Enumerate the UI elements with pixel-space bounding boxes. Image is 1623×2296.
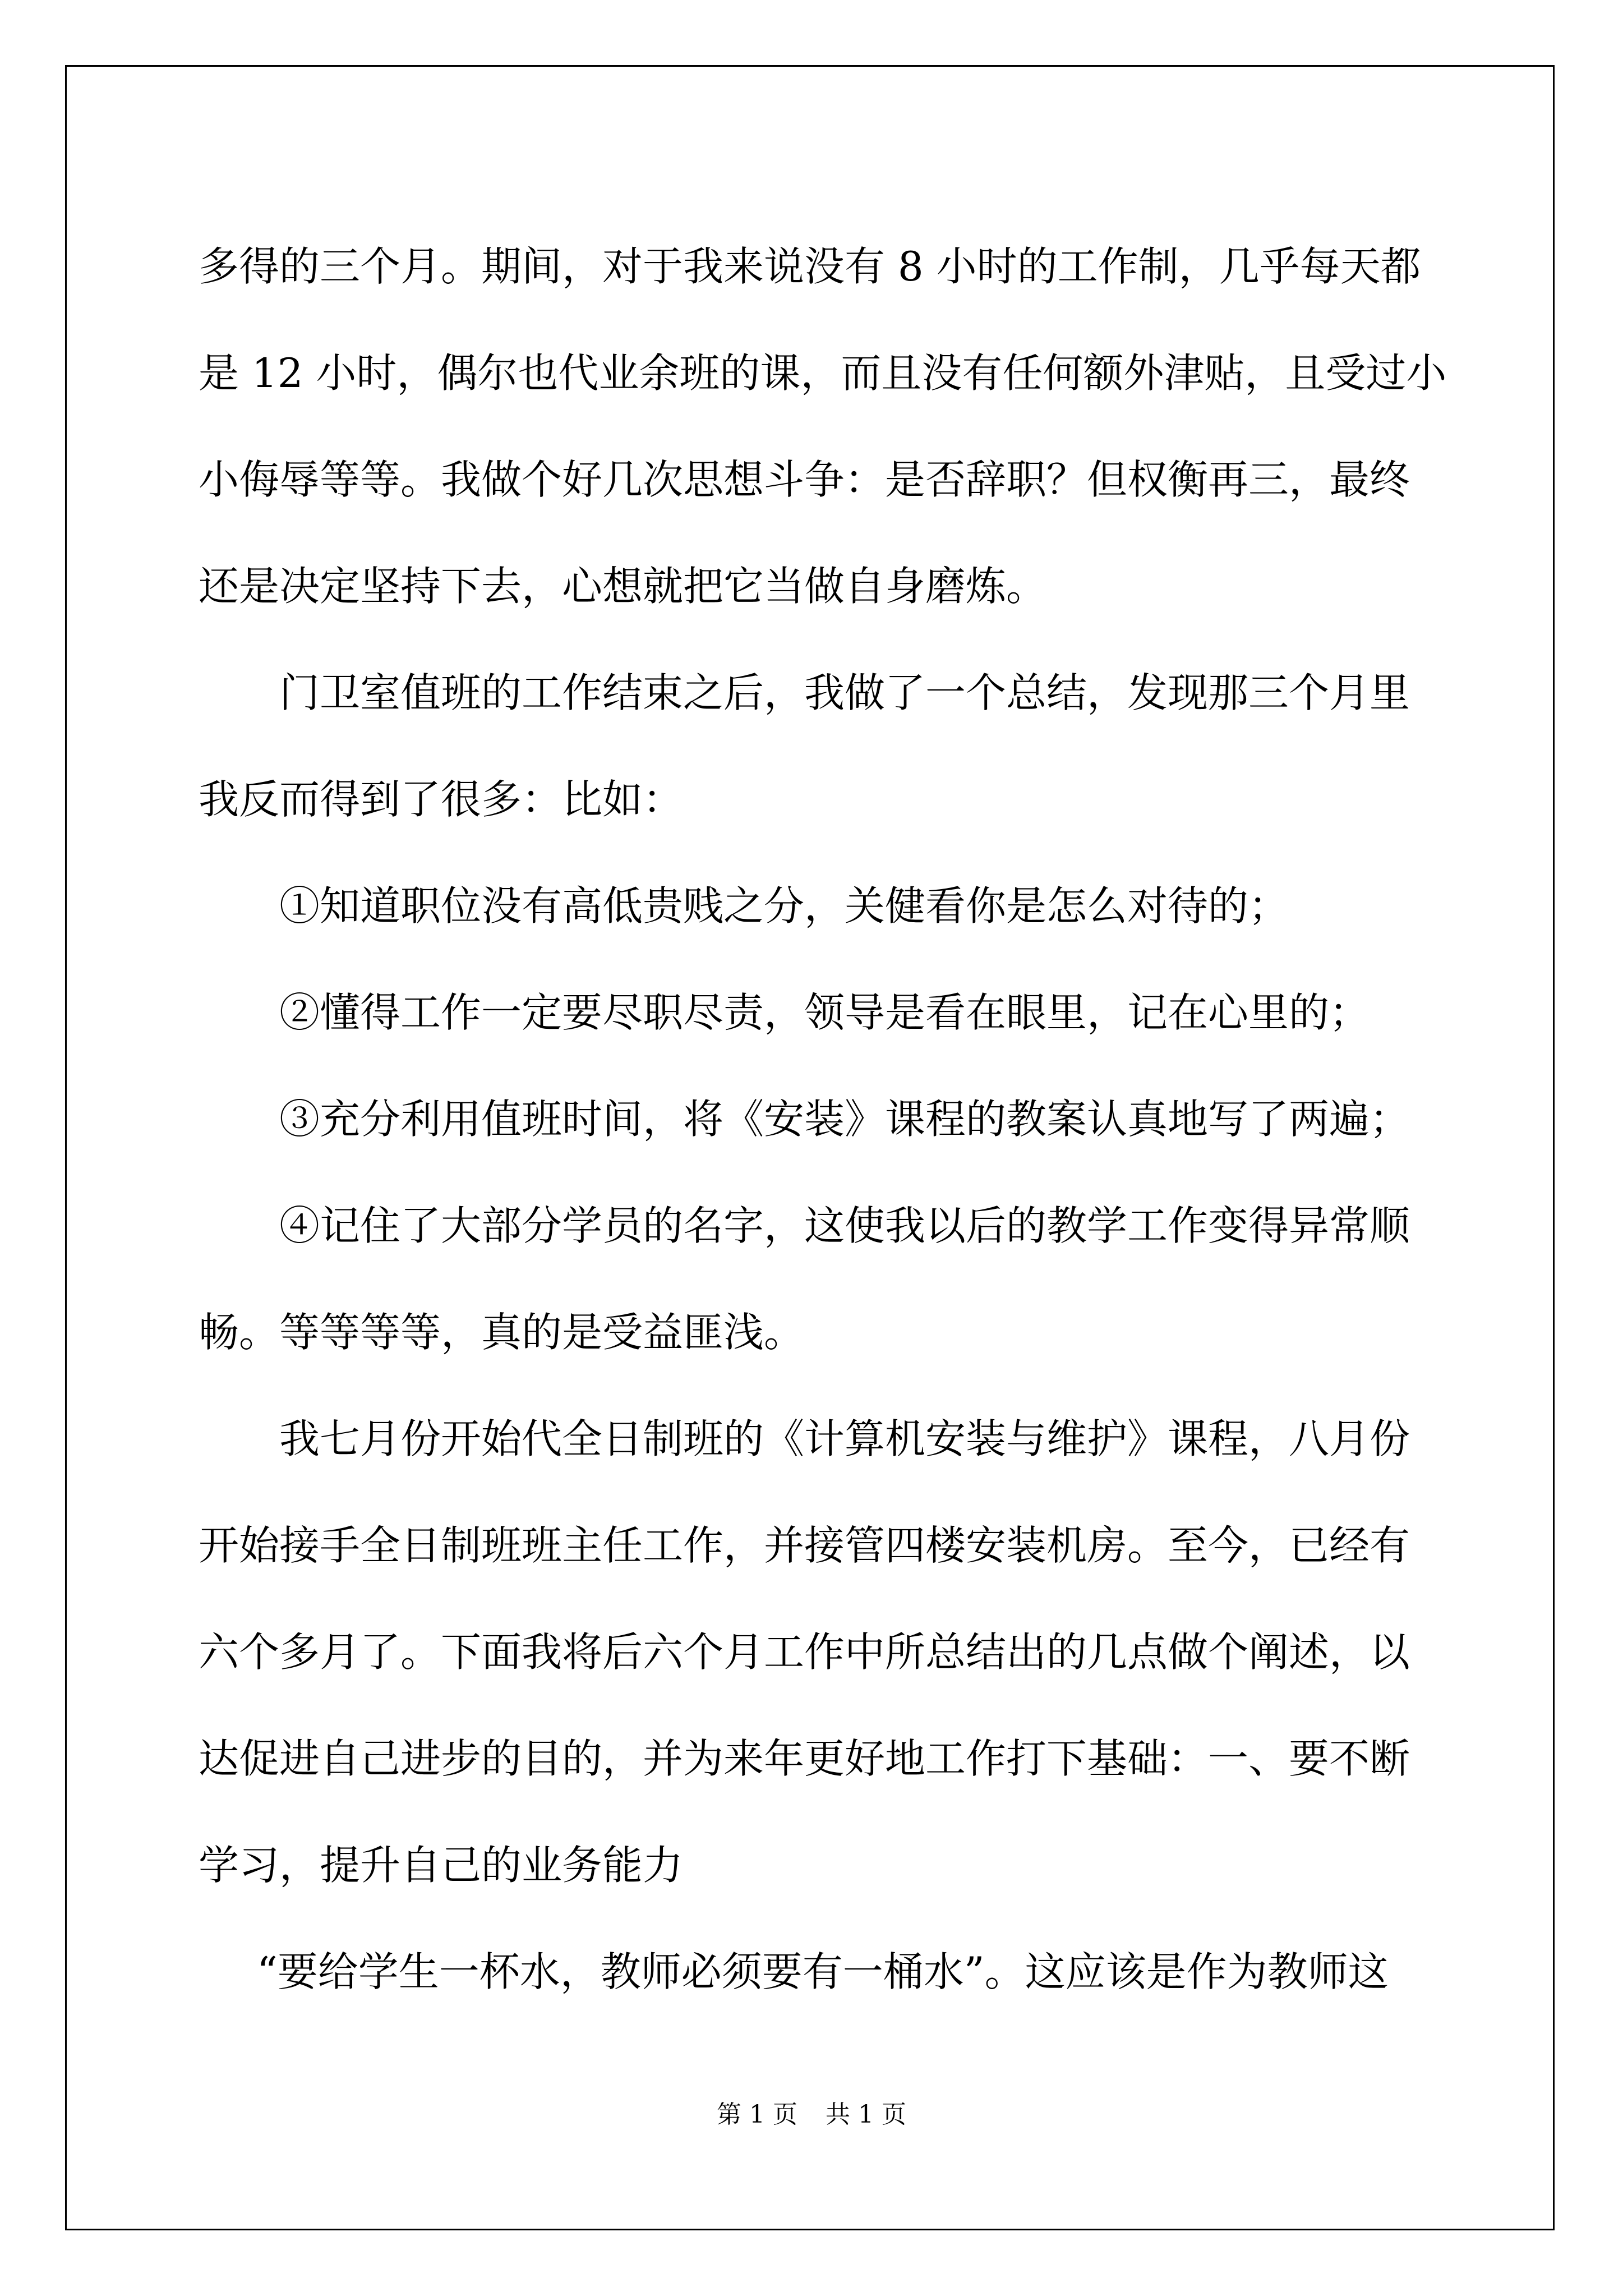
list-item-3: ③充分利用值班时间，将《安装》课程的教案认真地写了两遍； bbox=[279, 1096, 1410, 1143]
list-item-1: ①知道职位没有高低贵贱之分，关健看你是怎么对待的； bbox=[279, 882, 1289, 930]
text-line-17: “要给学生一杯水，教师必须要有一桶水”。这应该是作为教师这 bbox=[257, 1948, 1389, 1995]
document-body bbox=[199, 213, 1447, 2025]
text-line-15: 达促进自己进步的目的，并为来年更好地工作打下基础：一、要不断 bbox=[199, 1735, 1410, 1782]
text-line-11: 畅。等等等等，真的是受益匪浅。 bbox=[199, 1309, 805, 1356]
text-line-4: 还是决定坚持下去，心想就把它当做自身磨炼。 bbox=[199, 563, 1047, 610]
page-number-current: 第 1 页 bbox=[717, 2100, 797, 2129]
text-line-14: 六个多月了。下面我将后六个月工作中所总结出的几点做个阐述，以 bbox=[199, 1628, 1410, 1676]
page-footer bbox=[0, 2098, 1623, 2132]
text-line-5: 门卫室值班的工作结束之后，我做了一个总结，发现那三个月里 bbox=[279, 669, 1410, 716]
list-item-4: ④记住了大部分学员的名字，这使我以后的教学工作变得异常顺 bbox=[279, 1202, 1410, 1249]
text-line-12: 我七月份开始代全日制班的《计算机安装与维护》课程，八月份 bbox=[279, 1415, 1410, 1462]
page-number-total: 共 1 页 bbox=[826, 2100, 906, 2129]
text-line-13: 开始接手全日制班班主任工作，并接管四楼安装机房。至今，已经有 bbox=[199, 1522, 1410, 1569]
text-line-3: 小侮辱等等。我做个好几次思想斗争：是否辞职？但权衡再三，最终 bbox=[199, 456, 1410, 503]
text-line-6: 我反而得到了很多：比如： bbox=[199, 776, 684, 823]
list-item-2: ②懂得工作一定要尽职尽责，领导是看在眼里，记在心里的； bbox=[279, 989, 1370, 1036]
text-line-1: 多得的三个月。期间，对于我来说没有 8 小时的工作制，几乎每天都 bbox=[199, 243, 1421, 290]
text-line-2: 是 12 小时，偶尔也代业余班的课，而且没有任何额外津贴，且受过小 bbox=[199, 349, 1447, 397]
text-line-16: 学习，提升自己的业务能力 bbox=[199, 1842, 684, 1889]
